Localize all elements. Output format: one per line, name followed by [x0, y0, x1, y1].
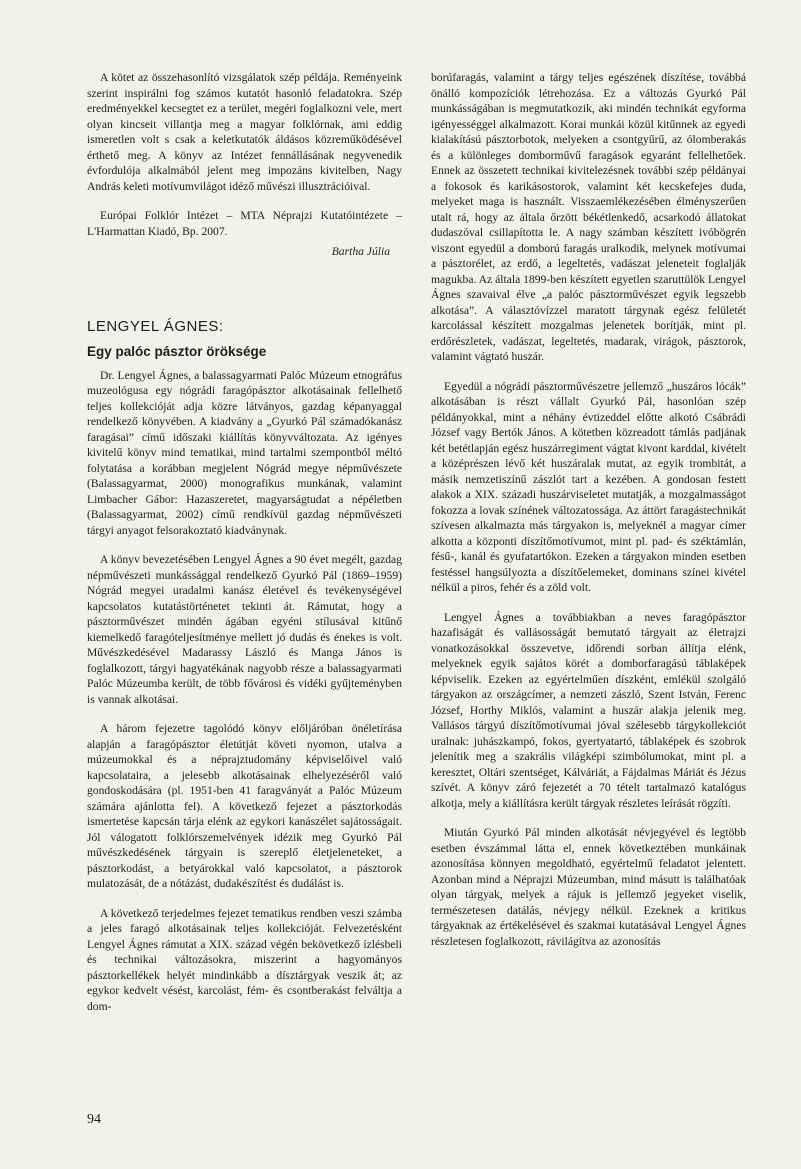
- review-signature: Bartha Júlia: [331, 245, 390, 258]
- body-paragraph: Egyedül a nógrádi pásztorművészetre jellemző „huszáros lócák” alkotásában is részt vállalt Gyurkó Pál, hasonlóan szép példányokkal, mint a néhány évtizeddel előtte alkotó Csábrádi József vagy Bertók János. A kötetben közreadott támlás padjának két betétlapján egész huszárregiment vágtat kivont karddal, kivételt a középrészen lévő két huszáralak mutat, az egyik trombitát, a másik nemzetiszínű zászlót tart a kezében. A gondosan festett alakok a XIX. századi huszárviseletet mutatják, a mozgalmasságot fokozza a lovak színének változatossága. Az áttört faragástechnikát szívesen alkalmazta más tárgyakon is, melyeknél a magyar címer alkotta a központi díszítőmotívumot, mint pl. pad- és széktámlán, fésű-, kanál és gyufatartókon. Ezeken a tárgyakon minden esetben festéssel hangsúlyozta a díszítőelemeket, dominans színei kivétel nélkül a piros, fehér és a zöld volt.: [431, 379, 746, 594]
- review-book-title: Egy palóc pásztor öröksége: [87, 343, 267, 359]
- body-paragraph: borúfaragás, valamint a tárgy teljes egészének díszítése, továbbá önálló kompozíciók létrehozása. Ez a változás Gyurkó Pál munkásságában is megmutatkozik, aki mindén technikát egyforma igényességgel alkalmazott. Korai munkái közül kitűnnek az egyedi kialakítású pásztorbotok, melyeken a csontgyűrű, az ólomberakás és a különleges domborművű faragások egyaránt fellelhetőek. Ennek az összetett technikai kivitelezésnek további szép példányai a fokosok és karikásostorok, valamint két kecskefejes duda, melyeket maga is használt. Visszaemlékezésében élményszerűen utalt rá, hogy az általa őrzött békétlenkedő, acsarkodó állatokat dudaszóval csillapította le. A nagy számban készített ivóbögrén viszont egyedül a domború faragás uralkodik, melynek motívumai a pásztorélet, az erdő, a legeltetés, vadászat jeleneteit foglalják magukba. Az általa 1899-ben készített egyetlen szaruttülök Lengyel Ágnes szavaival élve „a palóc pásztorművészet egyik legszebb alkotása”. A választóvízzel maratott tárgynak egész felületét karcolással készített mozgalmas jelenetek borítják, mint pl. erdőrészletek, vadászat, legeltetés, madarak, virágok, pásztorok, valamint vágtató huszár.: [431, 71, 746, 363]
- publication-info: Európai Folklór Intézet – MTA Néprajzi Kutatóintézete – L'Harmattan Kiadó, Bp. 2007.: [87, 209, 402, 238]
- review-author-heading: LENGYEL ÁGNES:: [87, 317, 224, 335]
- page-number: 94: [87, 1112, 101, 1127]
- body-paragraph: A következő terjedelmes fejezet tematikus rendben veszi számba a jeles faragó alkotásainak teljes kollekcióját. Felvezetésként Lengyel Ágnes rámutat a XIX. század végén bekövetkező ízlésbeli és technikai változásokra, miszerint a hagyományos pásztorkellékek helyét mindinkább a dísztárgyak veszik át; az egykor kedvelt vésést, karcolást, fém- és csontberakást felváltja a dom-: [87, 906, 402, 1013]
- body-paragraph: Dr. Lengyel Ágnes, a balassagyarmati Palóc Múzeum etnográfus muzeológusa egy nógrádi faragópásztor alkotásainak fellelhető teljes kollekcióját adja közre látványos, gazdag képanyaggal rendelkező könyvében. A kiadvány a „Gyurkó Pál számadókanász faragásai” című időszaki kiállítás könyvváltozata. Az igényes kivitelű könyv mind tematikai, mind tartalmi szempontból méltó folytatása a korábban megjelent Nógrád megye népművészete (Balassagyarmat, 2000) monografikus munkának, valamint Limbacher Gábor: Hazaszeretet, magyarságtudat a népéletben (Balassagyarmat, 2002) című rendkívül gazdag népművészeti tárgyi anyagot felsorakoztató kiadványnak.: [87, 368, 402, 537]
- right-column: [431, 70, 746, 949]
- body-paragraph: A három fejezetre tagolódó könyv előljáróban önéletírása alapján a faragópásztor életútját követi nyomon, utalva a múzeumokkal és a néprajztudomány képviselőivel való kapcsolataira, a jelesebb alkotásainak elhelyezéséről való gondoskodására (pl. 1951-ben 41 faragványát a Palóc Múzeum számára ajánlotta fel). A következő fejezet a pásztorkodás ismertetése kapcsán tárja elénk az egykori kanászélet sajátosságait. Jól válogatott folklórszemelvények idézik meg Gyurkó Pál művészkedésének tárgyain is szereplő életjeleneteket, a pásztorkodást, a betyárokkal való kapcsolatot, a pásztorok mulatozását, de a nótázást, dudakészítést és dudálást is.: [87, 722, 402, 890]
- left-column: [87, 70, 402, 1014]
- body-paragraph: Lengyel Ágnes a továbbiakban a neves faragópásztor hazafiságát és vallásosságát bemutató tárgyait az életrajzi vonatkozásokkal összevetve, időrendi sorban állítja elénk, melyeknek egyik sajátos körét a domborfaragású táblaképek képviselik. Ezeken az egyértelműen díszként, emlékül szolgáló tárgyakon az országcímer, a nemzeti zászló, Szent István, Ferenc József, Horthy Miklós, valamint a huszár alakja jelenik meg. Vallásos tárgyú díszítőmotívumai jóval szélesebb tárgykollekciót uralnak: juhászkampó, fokos, gyertyatartó, táblaképek és szobrok jelenítik meg a szakrális világképi szimbólumokat, mint pl. a keresztet, Oltári szentséget, Kálváriát, a Fájdalmas Máriát és Jézus szívét. A könyv záró fejezetét a 70 tételt tartalmazó katalógus alkotja, mely a kiállításra került tárgyak részletes leírását rögzíti.: [431, 610, 746, 810]
- body-paragraph: A könyv bevezetésében Lengyel Ágnes a 90 évet megélt, gazdag népművészeti munkássággal rendelkező Gyurkó Pál (1869–1959) Nógrád megyei uradalmi kanász életével és tevékenységével kapcsolatos kutatástörténetet tekinti át. Rámutat, hogy a pásztorművészet mindén ágában egyéni stílusával kitűnő kiemelkedő faragóteljesítménye mellett jó dudás és énekes is volt. Művészkedésével Madarassy László és Manga János is foglalkozott, tárgyi hagyatékának nagyobb része a balassagyarmati Palóc Múzeumba került, de több fővárosi és vidéki gyűjteményben is vannak alkotásai.: [87, 553, 402, 706]
- intro-paragraph: A kötet az összehasonlító vizsgálatok szép példája. Reményeink szerint inspirálni fog számos kutatót hasonló feladatokra. Szép eredményekkel kecsegtet ez a terület, megéri foglalkozni vele, mert olyan kincseit villantja meg a magyar folklórnak, ami eddig ismeretlen volt s csak a keletkutatók áldásos közreműködésével érthető meg. A könyv az Intézet fennállásának negyvenedik évfordulója alkalmából jelent meg impozáns kivitelben, Nagy András keleti motívumvilágot idéző művészi illusztrációival.: [87, 71, 402, 193]
- body-paragraph: Miután Gyurkó Pál minden alkotását névjegyével és legtöbb esetben évszámmal látta el, ennek következtében munkáinak azonosítása könnyen megoldható, egyértelmű feladatot jelentett. Azonban mind a Néprajzi Múzeumban, mind másutt is találhatóak olyan tárgyak, melyek a rájuk is jellemző jegyeket viselik, természetesen datálás, névjegy nélkül. Ezeknek a kritikus tárgyaknak az értékelésével és szakmai kutatásával Lengyel Ágnes részletesen foglalkozott, rávilágítva az azonosítás: [431, 826, 746, 948]
